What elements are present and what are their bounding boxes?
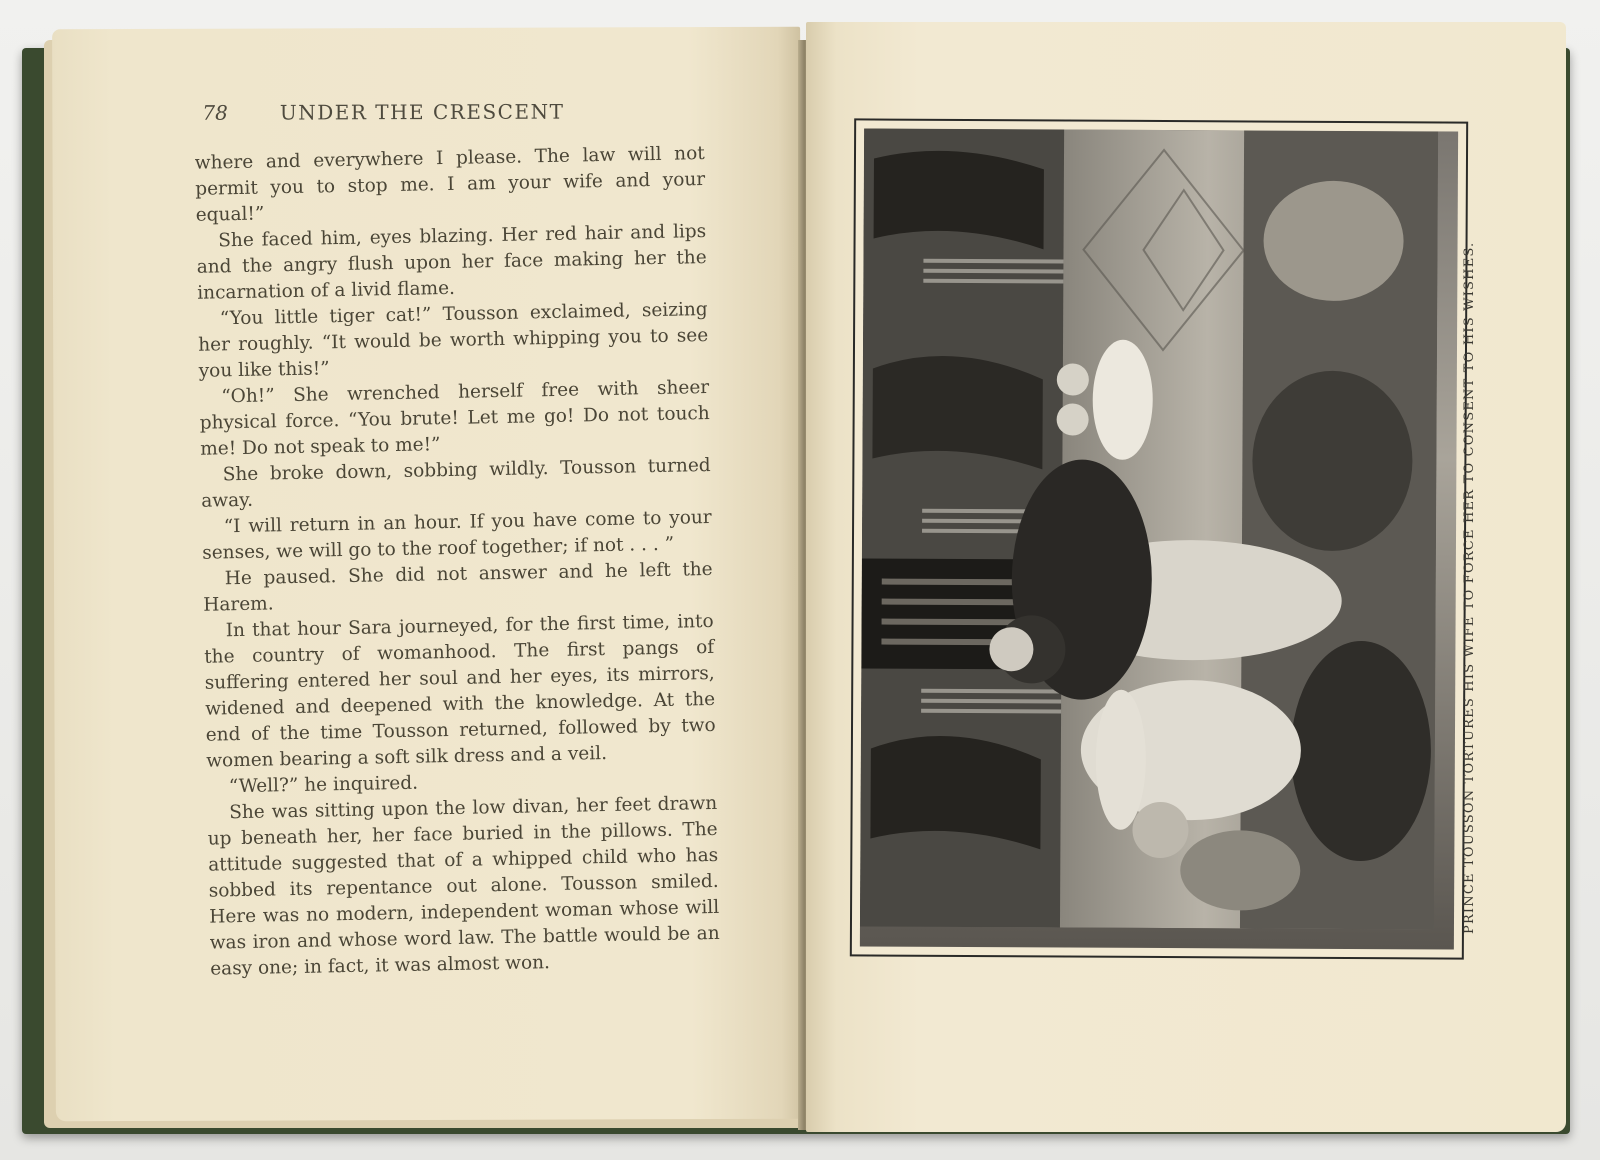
paragraph: “You little tiger cat!” Tousson exclaimed, seizing her roughly. “It would be worth whipping you to see you like this!” [198, 298, 709, 382]
running-head [202, 99, 702, 125]
book-title: UNDER THE CRESCENT [279, 99, 565, 125]
paragraph: In that hour Sara journeyed, for the first time, into the country of womanhood. The first pangs of suffering entered her soul and her eyes, its mirrors, widened and deepened with the knowledge. At the end of the time Tousson returned, followed by two women bearing a soft silk dress and a veil. [204, 610, 716, 772]
illustration-plate [850, 118, 1468, 959]
paragraph: “Oh!” She wrenched herself free with sheer physical force. “You brute! Let me go! Do not touch me! Do not speak to me!” [199, 376, 710, 460]
paragraph: “Well?” he inquired. [228, 772, 419, 798]
paragraph: “I will return in an hour. If you have come to your senses, we will go to the roof together; if not . . . ” [202, 506, 712, 564]
paragraph: She broke down, sobbing wildly. Tousson turned away. [201, 454, 711, 512]
illustration-scene [860, 128, 1438, 929]
left-page [52, 27, 804, 1122]
paragraph: She faced him, eyes blazing. Her red hair and lips and the angry flush upon her face making her the incarnation of a livid flame. [196, 221, 707, 304]
paragraph: She was sitting upon the low divan, her feet drawn up beneath her, her face buried in the pillows. The attitude suggested that of a whipped child who has sobbed its repentance out alone. Tousson smiled. Here was no modern, independent woman whose will was iron and whose word law. The battle would be an easy one; in fact, it was almost won. [207, 792, 720, 980]
body-text [195, 141, 721, 983]
illustration-caption: PRINCE TOUSSON TORTURES HIS WIFE TO FORCE HER TO CONSENT TO HIS WISHES. [1462, 241, 1477, 934]
illustration-photo [860, 128, 1458, 949]
paragraph: He paused. She did not answer and he left the Harem. [203, 558, 713, 616]
right-page [806, 22, 1566, 1132]
paragraph: where and everywhere I please. The law will not permit you to stop me. I am your wife and your equal!” [194, 143, 706, 226]
page-number: 78 [202, 100, 228, 125]
